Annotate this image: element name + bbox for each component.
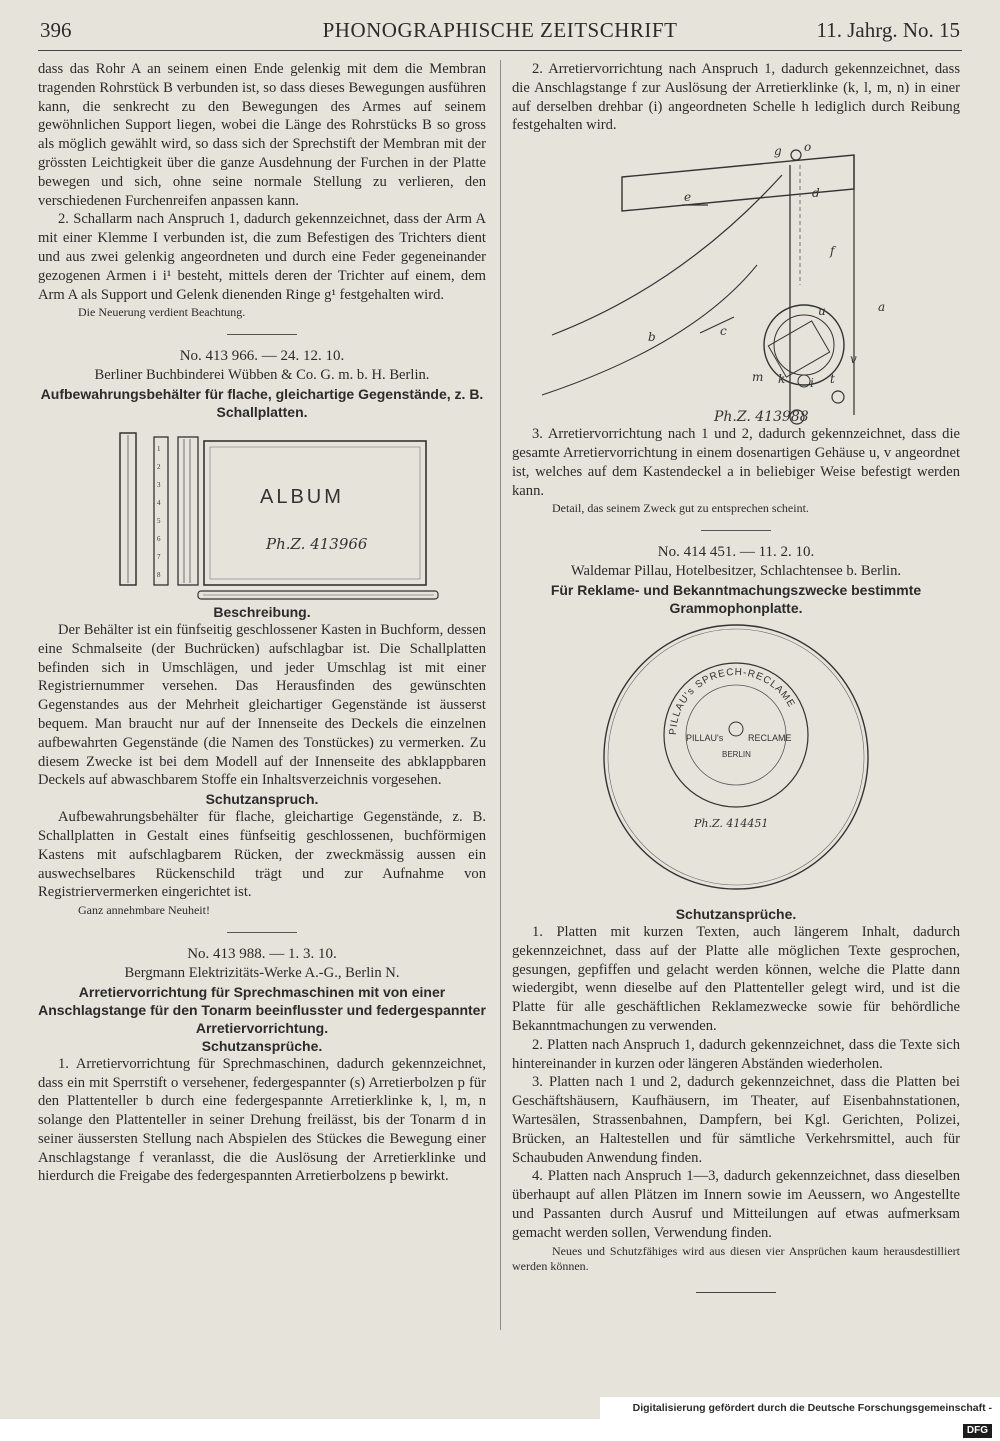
svg-text:i: i [810,376,814,391]
arrester-figure [512,135,960,425]
editor-note: Ganz annehmbare Neuheit! [78,903,210,918]
claim-text: 4. Platten nach Anspruch 1—3, dadurch gekennzeichnet, dass dieselben überhaupt auf allen Plätzen im Innern sowie im Aeussern, wo Angestellte und Passanten durch Ausruf und Mitteilungen auf etwas aufmerksam gemacht werden sollen, Verwendung finden. [512,1168,960,1241]
issue-label: 11. Jahrg. No. 15 [816,18,960,42]
claim-paragraph: 2. Schallarm nach Anspruch 1, dadurch gekennzeichnet, dass der Arm A mit einer Klemme I verbunden ist, die zum Befestigen des Trichters dient und aus zwei gelenkig angeordneten und durch eine Feder gegeneinander gezogenen Armen i i¹ besteht, mittels deren der Trichter auf einem, dem Arm A als Support und Gelenk dienenden Ringe g¹ festgehalten wird. [38,211,486,303]
journal-title: PHONOGRAPHISCHE ZEITSCHRIFT [322,18,678,42]
record-label-left: PILLAU's [686,732,724,743]
svg-text:u: u [818,304,826,319]
svg-text:m: m [752,370,764,385]
patent-company: Waldemar Pillau, Hotelbesitzer, Schlachtensee b. Berlin. [570,563,902,580]
svg-text:d: d [812,186,820,201]
album-label: ALBUM [260,485,344,508]
patent-number: No. 413 966. — 24. 12. 10. [179,348,345,365]
svg-text:v: v [850,352,857,367]
svg-text:e: e [684,190,692,205]
claims-heading: Schutzansprüche. [675,905,797,922]
patent-title: Für Reklame- und Bekanntmachungszwecke bestimmte Grammophonplatte. [550,581,922,616]
claim-text: 1. Arretiervorrichtung für Sprechmaschinen, dadurch gekennzeichnet, dass ein mit Sperrstift o versehener, federgespannter (s) Arretierbolzen p für den Plattenteller b durch eine federgespannte Arretierklinke k, l, m, n solange den Plattenteller in seiner Drehung freilässt, bis der Tonarm d in seiner äussersten Stellung nach Abspielen des Stückes die Bewegung einer Anschlagstange f veranlasst, die die Auslösung der Arretierklinke und hierdurch die Freigabe des federgespannten Arretierbolzens p bewirkt. [38,1055,486,1185]
claim-heading: Schutzanspruch. [205,791,319,808]
intro-paragraph: dass das Rohr A an seinem einen Ende gelenkig mit dem die Membran tragenden Rohrstück B verbunden ist, so dass dieses Bewegungen ausführen kann, die senkrecht zu den Bewegungen des Armes auf seinem gewöhnlichen Support liegen, wobei die Länge des Rohrstücks B so gross als möglich gewählt wird, so dass sich der Sprechstift der Membran mit der grössten Leichtigkeit über die ganze Ausdehnung der Furchen in der Platte bewegen und sich, ohne seine normale Stellung zu verlieren, den verschiedenen Furchenreifen anpassen kann. [38,61,486,209]
claim-text: 2. Platten nach Anspruch 1, dadurch gekennzeichnet, dass die Texte sich hintereinander in kurzen oder längeren Abständen wiederholen. [512,1036,960,1072]
svg-text:4: 4 [157,498,161,507]
patent-number: No. 413 988. — 1. 3. 10. [187,946,337,963]
end-divider [696,1292,776,1294]
patent-title: Arretiervorrichtung für Sprechmaschinen mit von einer Anschlagstange für den Tonarm beeinflusster und federgespannter Arretiervorrichtung. [38,983,486,1036]
section-divider [227,334,297,335]
svg-text:1: 1 [157,444,161,453]
svg-text:k: k [778,372,786,387]
claim-text: Aufbewahrungsbehälter für flache, gleichartige Gegenstände, z. B. Schallplatten in Gestalt eines fünfseitig geschlossenen, buchförmigen Kastens mit aufschlagbarem Rücken, der zweckmässig aussen ein auswechselbares Rückenschild trägt und zur Aufnahme von Registriervermerken eingerichtet ist. [38,809,486,901]
record-figure [512,617,960,897]
description-heading: Beschreibung. [213,603,311,620]
claim-text: 2. Arretiervorrichtung nach Anspruch 1, dadurch gekennzeichnet, dass die Anschlagstange f zur Auslösung der Arretierklinke (k, l, m, n) in einer auf derselben drehbar (i) angeordneten Schelle h lediglich durch Reibung festgehalten wird. [512,61,960,134]
claim-text: 1. Platten mit kurzen Texten, auch längerem Inhalt, dadurch gekennzeichnet, dass auf der Platte alle möglichen Texte gesprochen, gesungen, gepfiffen und gelacht werden können, welche die Platte dann wiedergibt, wenn dieselbe auf den Plattenteller gelegt wird, und ist die Platte für alle geschäftlichen Reklamezwecke sowie für behördliche Bekanntmachungen zu verwenden. [512,923,960,1034]
svg-text:f: f [830,244,835,259]
editor-note: Neues und Schutzfähiges wird aus diesen vier Ansprüchen kaum herausdestilliert werden können. [512,1243,960,1273]
svg-text:b: b [648,330,656,345]
svg-text:2: 2 [157,462,161,471]
album-cover-drawing [204,441,426,585]
editor-note: Detail, das seinem Zweck gut zu entsprechen scheint. [552,501,809,516]
patent-number: No. 414 451. — 11. 2. 10. [657,544,815,561]
digitization-footer [600,1397,1000,1436]
section-divider [701,530,771,531]
left-column [38,60,486,1186]
figure-label: Ph.Z. 413966 [266,534,368,553]
svg-text:g: g [774,144,782,159]
right-column [512,60,960,1293]
svg-text:6: 6 [157,534,161,543]
figure-label: Ph.Z. 414451 [694,816,769,830]
claim-text: 3. Arretiervorrichtung nach 1 und 2, dadurch gekennzeichnet, dass die gesamte Arretiervorrichtung in einem dosenartigen Gehäuse u, v angeordnet ist, welches auf dem Kastendeckel a in beliebiger Weise befestigt werden kann. [512,426,960,499]
svg-text:o: o [804,140,812,155]
patent-company: Berliner Buchbinderei Wübben & Co. G. m. b. H. Berlin. [94,367,430,384]
record-label-arc-text: PILLAU's SPRECH-RECLAME [667,666,797,736]
dfg-logo: DFG [963,1424,992,1438]
album-figure [38,421,486,601]
svg-text:5: 5 [157,516,161,525]
svg-text:3: 3 [157,480,161,489]
record-label-city: BERLIN [722,749,751,759]
svg-text:c: c [720,324,727,339]
patent-title: Aufbewahrungsbehälter für flache, gleichartige Gegenstände, z. B. Schallplatten. [40,385,484,420]
claims-heading: Schutzansprüche. [201,1037,323,1054]
page-number: 396 [40,18,72,42]
claim-text: 3. Platten nach 1 und 2, dadurch gekennzeichnet, dass die Platten bei Geschäftshäusern, Kaufhäusern, im Theater, auf Eisenbahnstationen, Wartesälen, Strassenbahnen, Dampfern, bei Kgl. Gerichten, Polizei, Brücken, an Haltestellen und für sämtliche Verkehrsmittel, auch für Schaubuden Anwendung finden. [512,1074,960,1166]
svg-text:8: 8 [157,570,161,579]
register-edge-drawing [154,437,168,585]
record-label-right: RECLAME [748,732,792,743]
editor-note: Die Neuerung verdient Beachtung. [78,305,246,320]
section-divider [227,932,297,933]
svg-text:a: a [878,300,886,315]
figure-label: Ph.Z. 413988 [714,409,809,426]
page-header [38,16,962,51]
svg-text:t: t [830,372,835,387]
column-divider [500,60,501,1330]
footer-text: Digitalisierung gefördert durch die Deutsche Forschungsgemeinschaft - [632,1402,992,1414]
description-text: Der Behälter ist ein fünfseitig geschlossener Kasten in Buchform, dessen eine Schmalseite (der Buchrücken) aufschlagbar ist. Die Schallplatten befinden sich in Umschlägen, und jeder Umschlag ist mit einer Registriernummer versehen. Das Herausfinden des gewünschten Gegenstandes aus der Mehrheit gleichartiger Gegenstände ist äusserst bequem. Man braucht nur auf der Innenseite des Deckels die einzelnen aufbewahrten Gegenstände (die Namen des Tonstückes) zu vermerken. Zu diesem Zwecke ist bei dem Modell auf der Innenseite des abklappbaren Deckels auf abwaschbarem Stoffe ein Inhaltsverzeichnis vorgesehen. [38,621,486,789]
svg-text:7: 7 [157,552,161,561]
patent-company: Bergmann Elektrizitäts-Werke A.-G., Berlin N. [124,964,400,981]
tone-arm-drawing [622,155,854,211]
